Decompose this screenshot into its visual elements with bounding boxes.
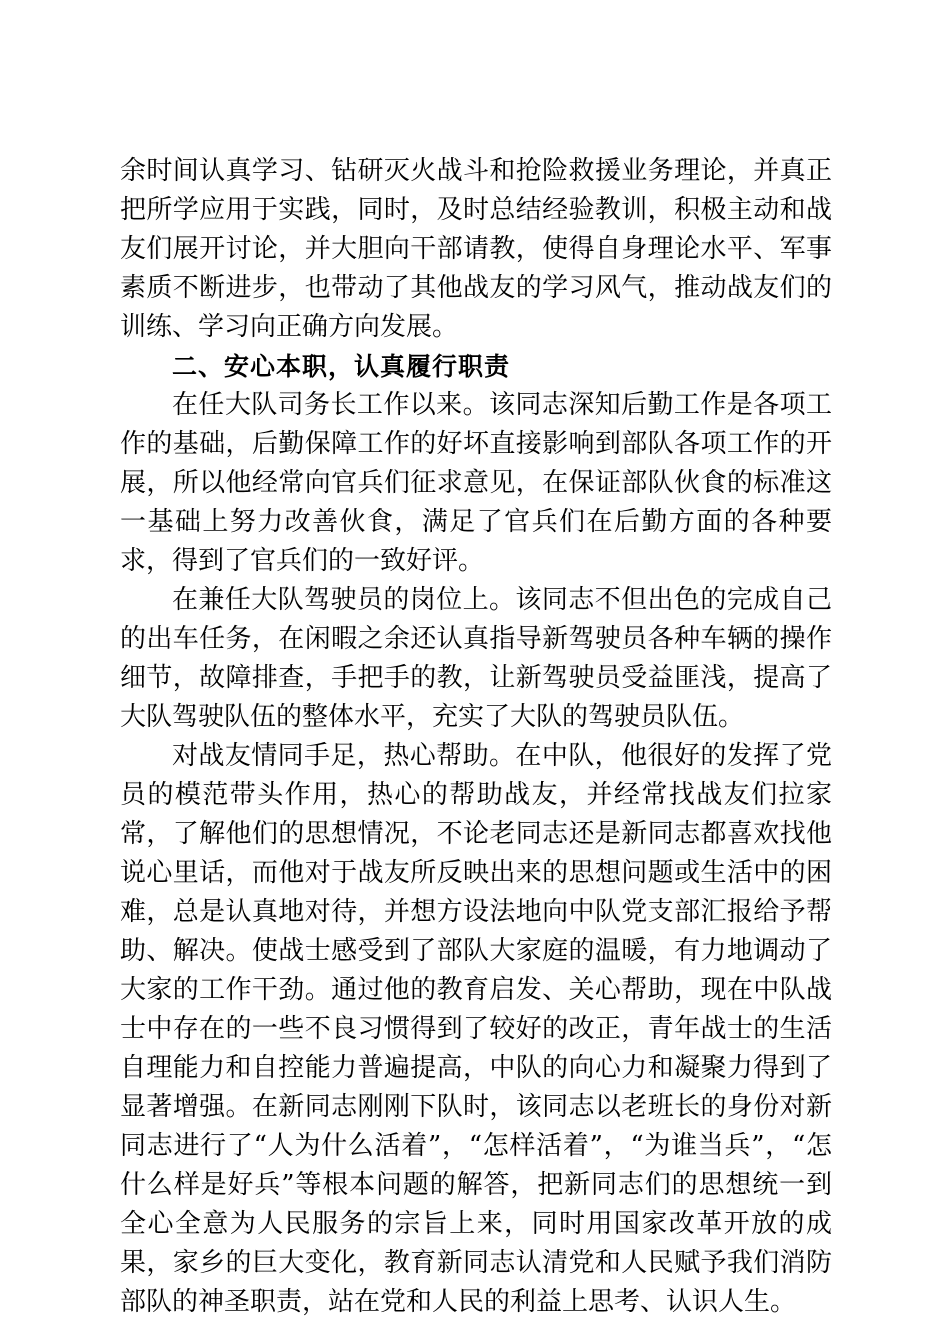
paragraph-quartermaster: 在任大队司务长工作以来。该同志深知后勤工作是各项工作的基础，后勤保障工作的好坏直接影响到部队各项工作的开展，所以他经常向官兵们征求意见，在保证部队伙食的标准这一基础上努力改善伙食，满足了官兵们在后勤方面的各种要求，得到了官兵们的一致好评。 — [120, 390, 832, 576]
paragraph-continuation: 余时间认真学习、钻研灭火战斗和抢险救援业务理论，并真正把所学应用于实践，同时，及时总结经验教训，积极主动和战友们展开讨论，并大胆向干部请教，使得自身理论水平、军事素质不断进步，也带动了其他战友的学习风气，推动战友们的训练、学习向正确方向发展。 — [120, 156, 832, 342]
section-heading: 二、安心本职，认真履行职责 — [172, 352, 511, 381]
document-page — [120, 152, 832, 1322]
paragraph-comradeship: 对战友情同手足，热心帮助。在中队，他很好的发挥了党员的模范带头作用，热心的帮助战友，并经常找战友们拉家常，了解他们的思想情况，不论老同志还是新同志都喜欢找他说心里话，而他对于战友所反映出来的思想问题或生活中的困难，总是认真地对待，并想方设法地向中队党支部汇报给予帮助、解决。使战士感受到了部队大家庭的温暖，有力地调动了大家的工作干劲。通过他的教育启发、关心帮助，现在中队战士中存在的一些不良习惯得到了较好的改正，青年战士的生活自理能力和自控能力普遍提高，中队的向心力和凝聚力得到了显著增强。在新同志刚刚下队时，该同志以老班长的身份对新同志进行了“人为什么活着”，“怎样活着”，“为谁当兵”，“怎什么样是好兵”等根本问题的解答，把新同志们的思想统一到全心全意为人民服务的宗旨上来，同时用国家改革开放的成果，家乡的巨大变化，教育新同志认清党和人民赋予我们消防部队的神圣职责，站在党和人民的利益上思考、认识人生。 — [120, 741, 832, 1317]
paragraph-driver: 在兼任大队驾驶员的岗位上。该同志不但出色的完成自己的出车任务，在闲暇之余还认真指导新驾驶员各种车辆的操作细节，故障排查，手把手的教，让新驾驶员受益匪浅，提高了大队驾驶队伍的整体水平，充实了大队的驾驶员队伍。 — [120, 585, 832, 732]
